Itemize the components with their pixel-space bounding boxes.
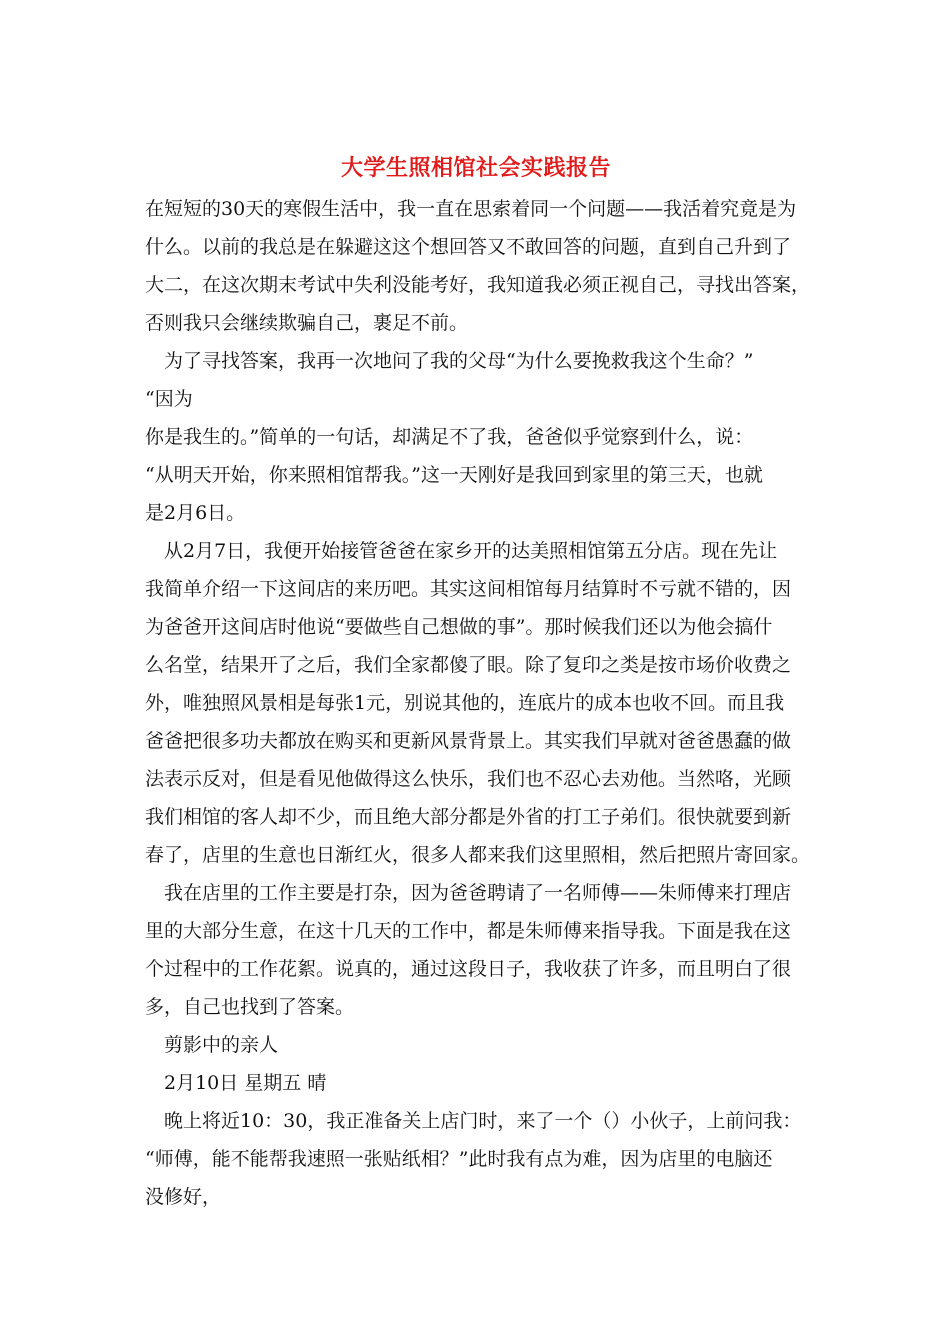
text-line: 晚上将近10：30，我正准备关上店门时，来了一个（）小伙子，上前问我： [164, 1110, 802, 1132]
text-line: 你是我生的。”简单的一句话，却满足不了我，爸爸似乎觉察到什么，说： [145, 426, 754, 448]
text-line: 多，自己也找到了答案。 [145, 996, 355, 1018]
document-body [145, 146, 811, 1216]
text-line: 没修好， [145, 1186, 222, 1208]
text-line: 个过程中的工作花絮。说真的，通过这段日子，我收获了许多，而且明白了很 [145, 958, 792, 980]
paragraph-5 [145, 1102, 807, 1216]
text-line: “师傅，能不能帮我速照一张贴纸相？”此时我有点为难，因为店里的电脑还 [145, 1148, 773, 1170]
text-line: 春了，店里的生意也日渐红火，很多人都来我们这里照相，然后把照片寄回家。 [145, 844, 811, 866]
text-line: 么名堂，结果开了之后，我们全家都傻了眼。除了复印之类是按市场价收费之 [145, 654, 792, 676]
text-line: 法表示反对，但是看见他做得这么快乐，我们也不忍心去劝他。当然咯，光顾 [145, 768, 792, 790]
section-heading [145, 1026, 807, 1064]
paragraph-4 [145, 874, 807, 1026]
text-line: 为爸爸开这间店时他说“要做些自己想做的事”。那时候我们还以为他会搞什 [145, 616, 773, 638]
text-line: 剪影中的亲人 [164, 1034, 279, 1056]
text-line: 在短短的30天的寒假生活中，我一直在思索着同一个问题——我活着究竟是为 [145, 198, 797, 220]
diary-date [145, 1064, 807, 1102]
text-line: “因为 [145, 388, 193, 410]
text-line: 里的大部分生意，在这十几天的工作中，都是朱师傅来指导我。下面是我在这 [145, 920, 792, 942]
text-line: 为了寻找答案，我再一次地问了我的父母“为什么要挽救我这个生命？” [164, 350, 754, 372]
text-line: 是2月6日。 [145, 502, 246, 524]
text-line: 我简单介绍一下这间店的来历吧。其实这间相馆每月结算时不亏就不错的，因 [145, 578, 792, 600]
text-line: 爸爸把很多功夫都放在购买和更新风景背景上。其实我们早就对爸爸愚蠢的做 [145, 730, 792, 752]
text-line: 我们相馆的客人却不少，而且绝大部分都是外省的打工子弟们。很快就要到新 [145, 806, 792, 828]
text-line: 大二，在这次期末考试中失利没能考好，我知道我必须正视自己，寻找出答案， [145, 274, 811, 296]
paragraph-2 [145, 342, 807, 532]
text-line: 从2月7日，我便开始接管爸爸在家乡开的达美照相馆第五分店。现在先让 [164, 540, 778, 562]
text-line: 外，唯独照风景相是每张1元，别说其他的，连底片的成本也收不回。而且我 [145, 692, 785, 714]
text-line: 2月10日 星期五 晴 [164, 1072, 327, 1094]
text-line: 我在店里的工作主要是打杂，因为爸爸聘请了一名师傅——朱师傅来打理店 [164, 882, 792, 904]
paragraph-3 [145, 532, 811, 874]
text-line: “从明天开始，你来照相馆帮我。”这一天刚好是我回到家里的第三天，也就 [145, 464, 763, 486]
paragraph-1 [145, 190, 811, 342]
text-line: 什么。以前的我总是在躲避这这个想回答又不敢回答的问题，直到自己升到了 [145, 236, 792, 258]
text-line: 否则我只会继续欺骗自己，裹足不前。 [145, 312, 469, 334]
document-title: 大学生照相馆社会实践报告 [340, 155, 611, 181]
